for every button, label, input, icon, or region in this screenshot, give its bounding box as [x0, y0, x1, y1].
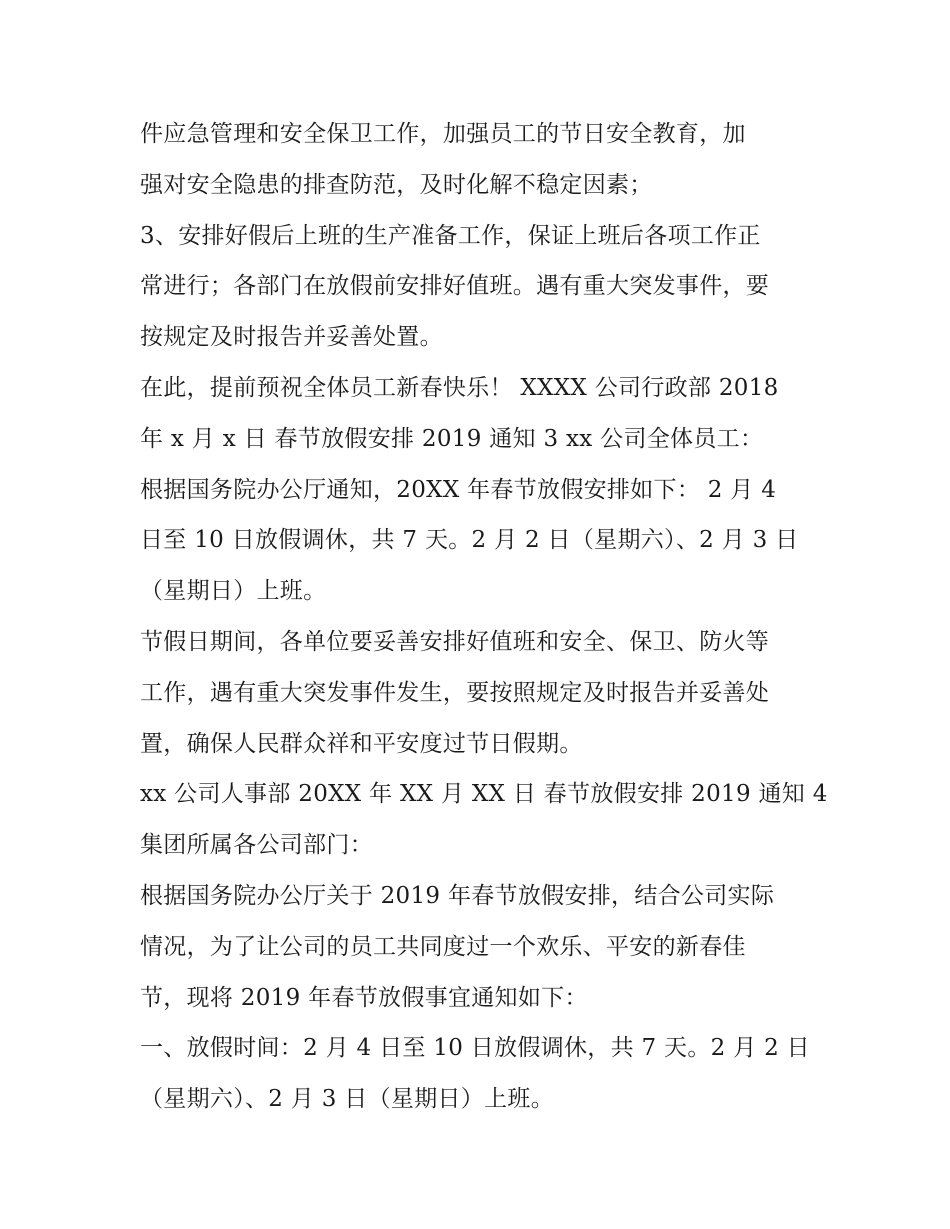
document-body: [140, 109, 830, 1125]
text-line: 工作，遇有重大突发事件发生，要按照规定及时报告并妥善处: [140, 679, 770, 706]
text-line: 强对安全隐患的排查防范，及时化解不稳定因素；: [140, 171, 653, 198]
text-line: 件应急管理和安全保卫工作，加强员工的节日安全教育，加: [140, 121, 746, 147]
text-line: 节假日期间，各单位要妥善安排好值班和安全、保卫、防火等: [140, 628, 770, 655]
text-line: 常进行；各部门在放假前安排好值班。遇有重大突发事件，要: [140, 273, 770, 300]
text-line: 3、安排好假后上班的生产准备工作，保证上班后各项工作正: [140, 222, 761, 249]
text-line: （星期日）上班。: [140, 578, 327, 605]
text-line: xx 公司人事部 20XX 年 XX 月 XX 日 春节放假安排 2019 通知 4: [140, 781, 828, 808]
text-line: 节，现将 2019 年春节放假事宜通知如下：: [140, 984, 588, 1011]
text-line: （星期六）、2 月 3 日（星期日）上班。: [140, 1086, 554, 1113]
text-line: 根据国务院办公厅关于 2019 年春节放假安排，结合公司实际: [140, 882, 775, 909]
text-line: 按规定及时报告并妥善处置。: [140, 324, 443, 351]
text-line: 日至 10 日放假调休，共 7 天。2 月 2 日（星期六）、2 月 3 日: [140, 527, 799, 554]
text-line: 集团所属各公司部门：: [140, 832, 373, 859]
text-line: 年 x 月 x 日 春节放假安排 2019 通知 3 xx 公司全体员工：: [140, 425, 764, 452]
text-line: 情况，为了让公司的员工共同度过一个欢乐、平安的新春佳: [140, 933, 746, 960]
text-line: 根据国务院办公厅通知，20XX 年春节放假安排如下： 2 月 4: [140, 476, 777, 503]
text-line: 在此，提前预祝全体员工新春快乐！ XXXX 公司行政部 2018: [140, 374, 779, 401]
text-line: 置，确保人民群众祥和平安度过节日假期。: [140, 730, 583, 757]
text-line: 一、放假时间：2 月 4 日至 10 日放假调休，共 7 天。2 月 2 日: [140, 1035, 810, 1062]
